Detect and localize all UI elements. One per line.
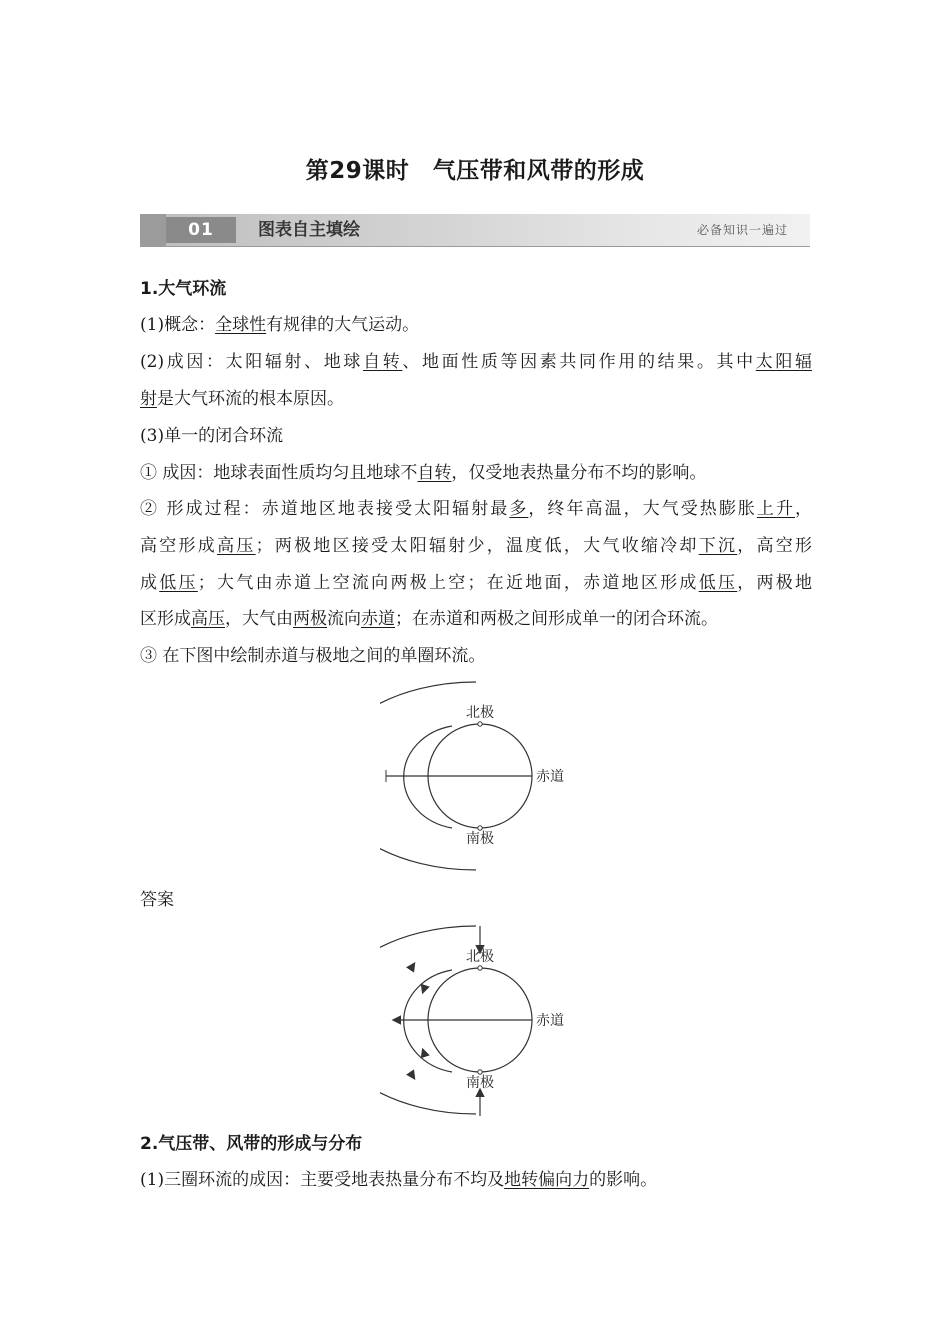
section-heading: 图表自主填绘 bbox=[258, 220, 360, 240]
page-title: 第29课时 气压带和风带的形成 bbox=[305, 158, 645, 184]
answer-blank: 高压 bbox=[191, 609, 225, 629]
q1-concept-line bbox=[140, 313, 812, 337]
south-pole-dot bbox=[478, 1070, 482, 1074]
q1-sub1-line bbox=[140, 461, 812, 485]
q1-sub2-line-4 bbox=[140, 607, 812, 631]
text: ；大气由赤道上空流向两极上空；在近地面，赤道地区形成 bbox=[197, 573, 699, 593]
answer-blank: 赤道 bbox=[361, 609, 395, 629]
text: 有规律的大气运动。 bbox=[266, 315, 420, 335]
answer-blank: 多 bbox=[509, 499, 529, 519]
text: ；在赤道和两极之间形成单一的闭合环流。 bbox=[395, 609, 718, 629]
text: ，大气由 bbox=[225, 609, 293, 629]
text: 流向 bbox=[327, 609, 361, 629]
north-pole-label: 北极 bbox=[466, 705, 494, 721]
north-pole-dot bbox=[478, 722, 482, 726]
q1-sub3-line: ③ 在下图中绘制赤道与极地之间的单圈环流。 bbox=[140, 646, 486, 666]
text: ① 成因：地球表面性质均匀且地球不 bbox=[140, 463, 418, 483]
text: (2)成因：太阳辐射、地球 bbox=[140, 352, 364, 372]
upper-south-arrow bbox=[410, 1072, 414, 1078]
text: ，两极地 bbox=[737, 573, 813, 593]
text: (1)概念： bbox=[140, 315, 216, 335]
text: 高空形成 bbox=[140, 536, 218, 556]
text: 的影响。 bbox=[589, 1170, 658, 1190]
text: ，高空形 bbox=[737, 536, 813, 556]
north-pole-dot bbox=[478, 966, 482, 970]
answer-blank: 上升 bbox=[756, 499, 796, 519]
north-pole-label: 北极 bbox=[466, 949, 494, 965]
answer-blank: 太阳辐 bbox=[755, 352, 813, 372]
text: (1)三圈环流的成因：主要受地表热量分布不均及 bbox=[140, 1170, 505, 1190]
answer-blank: 自转 bbox=[417, 463, 452, 483]
circulation-diagram-answer bbox=[380, 922, 580, 1118]
text: ，仅受地表热量分布不均的影响。 bbox=[451, 463, 707, 483]
south-pole-label: 南极 bbox=[466, 1075, 494, 1091]
q1-heading: 1.大气环流 bbox=[140, 279, 227, 299]
text: ；两极地区接受太阳辐射少，温度低，大气收缩冷却 bbox=[255, 536, 699, 556]
text: ② 形成过程：赤道地区地表接受太阳辐射最 bbox=[140, 499, 510, 519]
answer-blank: 自转 bbox=[363, 352, 403, 372]
text: 区形成 bbox=[140, 609, 191, 629]
text: 、地面性质等因素共同作用的结果。其中 bbox=[402, 352, 756, 372]
section-note: 必备知识一遍过 bbox=[696, 223, 788, 237]
q1-sub2-line-2 bbox=[140, 534, 812, 558]
answer-label: 答案 bbox=[140, 890, 174, 910]
q1-sub2-line-3 bbox=[140, 571, 812, 595]
answer-blank: 两极 bbox=[293, 609, 327, 629]
equator-label: 赤道 bbox=[536, 1013, 564, 1029]
surface-south-arrow bbox=[423, 1050, 425, 1056]
answer-blank: 全球性 bbox=[215, 315, 267, 335]
answer-blank: 下沉 bbox=[698, 536, 738, 556]
section-header-bar bbox=[140, 214, 810, 247]
answer-blank: 射 bbox=[140, 389, 157, 409]
answer-blank: 地转偏向力 bbox=[504, 1170, 590, 1190]
south-pole-dot bbox=[478, 826, 482, 830]
section-number: 01 bbox=[166, 217, 236, 243]
text: 成 bbox=[140, 573, 160, 593]
surface-north-arrow bbox=[423, 986, 425, 992]
south-pole-label: 南极 bbox=[466, 831, 494, 847]
answer-blank: 低压 bbox=[159, 573, 198, 593]
q2-p1-line bbox=[140, 1168, 812, 1192]
answer-blank: 低压 bbox=[698, 573, 738, 593]
q2-heading: 2.气压带、风带的形成与分布 bbox=[140, 1134, 363, 1154]
q1-single-cell-heading: (3)单一的闭合环流 bbox=[140, 426, 284, 446]
circulation-diagram-blank bbox=[380, 678, 580, 874]
equator-label: 赤道 bbox=[536, 769, 564, 785]
q1-cause-line-1 bbox=[140, 350, 812, 374]
text: 是大气环流的根本原因。 bbox=[157, 389, 344, 409]
text: ，终年高温，大气受热膨胀 bbox=[528, 499, 757, 519]
section-bar-lead-block bbox=[140, 214, 166, 246]
text: ， bbox=[795, 499, 813, 519]
q1-sub2-line-1 bbox=[140, 497, 812, 521]
upper-north-arrow bbox=[410, 964, 414, 970]
answer-blank: 高压 bbox=[217, 536, 256, 556]
q1-cause-line-2 bbox=[140, 387, 812, 411]
